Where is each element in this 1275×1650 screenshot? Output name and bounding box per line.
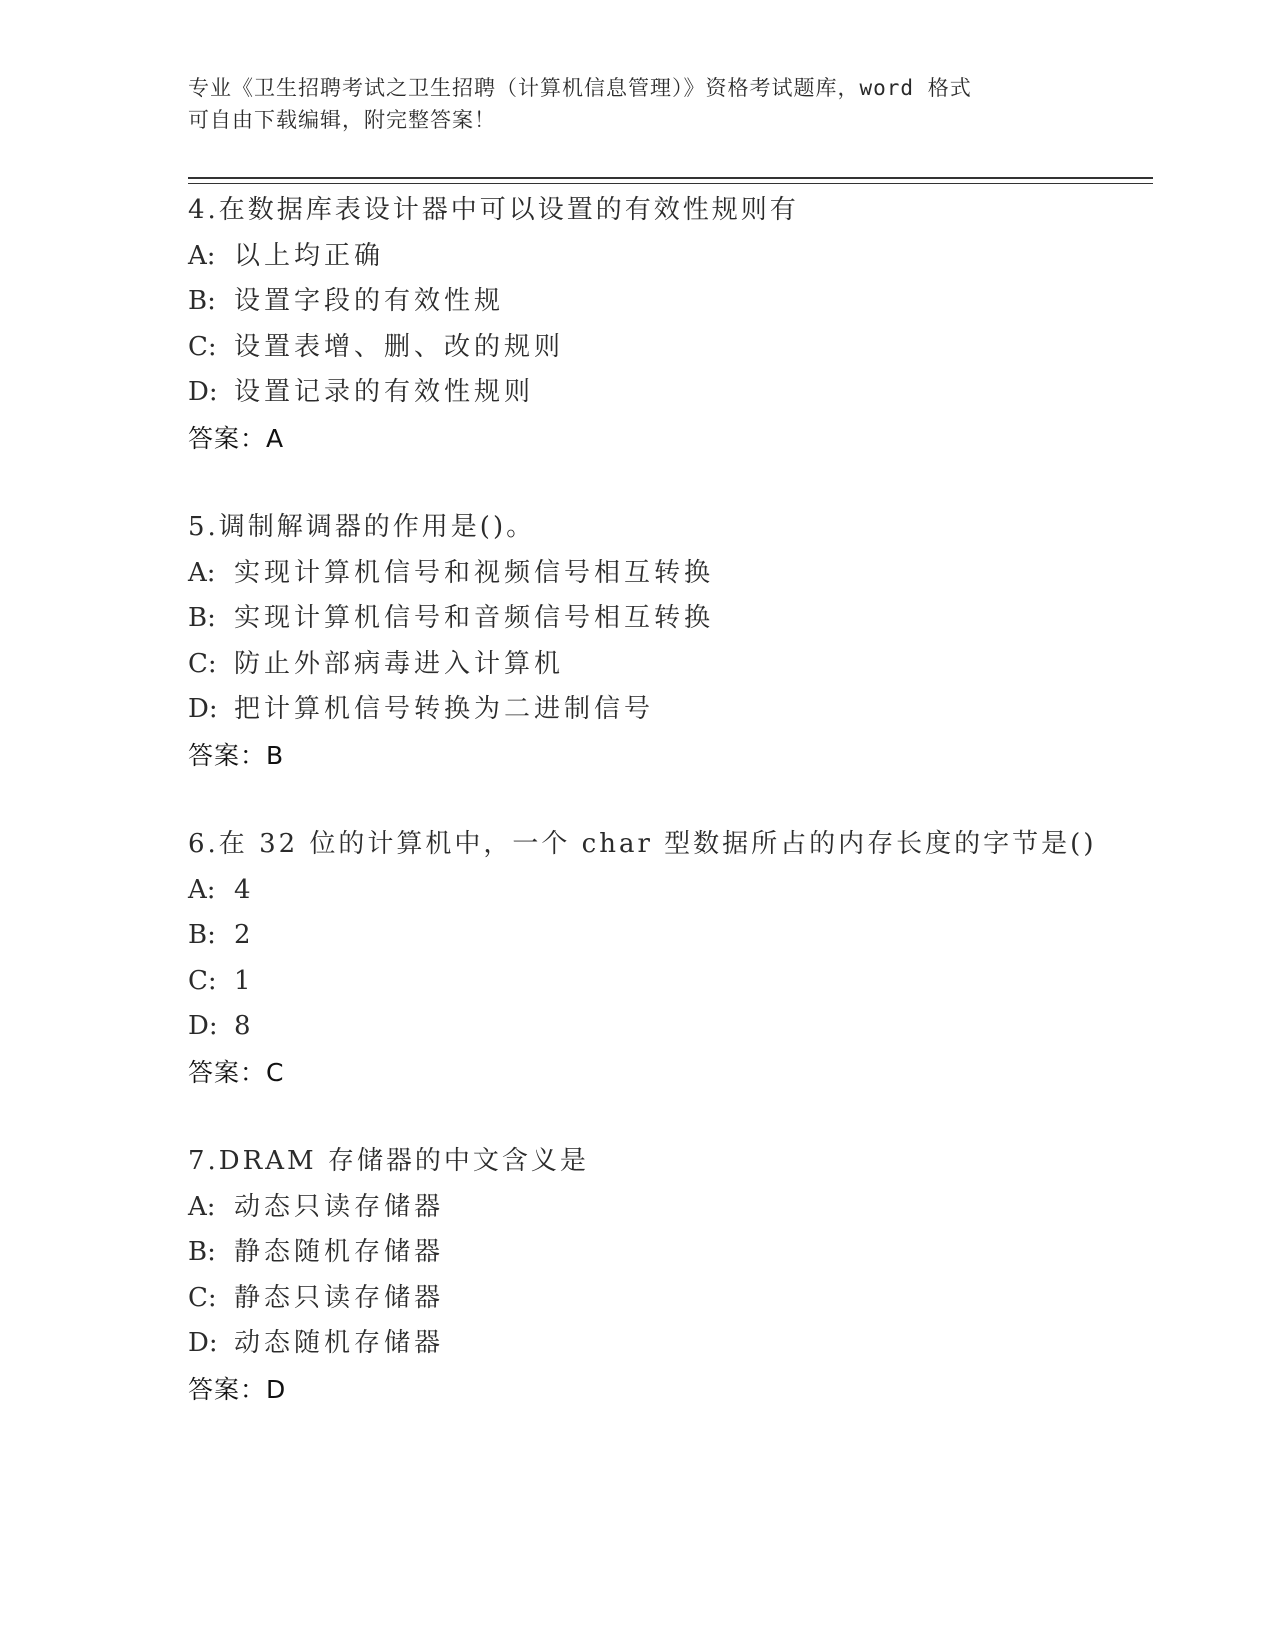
option-d — [188, 687, 1148, 733]
option-a — [188, 1185, 1148, 1231]
answer-line: 答案：D — [188, 1374, 287, 1404]
option-key: A: — [188, 240, 216, 271]
option-key: A: — [188, 557, 216, 588]
option-text: 动态只读存储器 — [234, 1191, 445, 1222]
option-key: C: — [188, 648, 217, 679]
option-b — [188, 596, 1148, 642]
option-key: D: — [188, 1328, 218, 1358]
option-key: B: — [188, 603, 216, 633]
option-text: 静态只读存储器 — [234, 1282, 445, 1313]
question-stem: 4.在数据库表设计器中可以设置的有效性规则有 — [188, 195, 799, 225]
question-list — [188, 188, 1148, 1456]
header-line-2: 可自由下载编辑，附完整答案！ — [188, 108, 496, 132]
question-stem: 7.DRAM 存储器的中文含义是 — [188, 1146, 589, 1176]
header-line-1: 专业《卫生招聘考试之卫生招聘（计算机信息管理）》资格考试题库，word 格式 — [188, 76, 972, 100]
option-text: 防止外部病毒进入计算机 — [234, 648, 565, 679]
option-b — [188, 913, 1148, 959]
question-stem: 6.在 32 位的计算机中，一个 char 型数据所占的内存长度的字节是() — [188, 829, 1097, 859]
option-text: 以上均正确 — [234, 240, 385, 271]
option-text: 设置字段的有效性规 — [234, 286, 505, 316]
option-key: B: — [188, 920, 216, 950]
option-key: D: — [188, 1011, 218, 1041]
option-key: B: — [188, 286, 216, 316]
option-text: 8 — [234, 1011, 255, 1041]
option-text: 4 — [234, 874, 255, 905]
option-c — [188, 959, 1148, 1005]
header-divider-thin — [188, 183, 1153, 184]
header-divider-thick — [188, 177, 1153, 179]
answer-line: 答案：B — [188, 740, 285, 770]
option-d — [188, 370, 1148, 416]
option-text: 1 — [234, 965, 255, 996]
answer-line: 答案：A — [188, 423, 285, 453]
option-text: 2 — [234, 920, 255, 950]
option-b — [188, 1230, 1148, 1276]
option-a — [188, 234, 1148, 280]
option-text: 设置记录的有效性规则 — [234, 377, 535, 407]
option-c — [188, 325, 1148, 371]
option-a — [188, 551, 1148, 597]
option-key: A: — [188, 1191, 216, 1222]
option-text: 动态随机存储器 — [234, 1328, 445, 1358]
option-text: 设置表增、删、改的规则 — [234, 331, 565, 362]
option-text: 把计算机信号转换为二进制信号 — [234, 694, 655, 724]
answer-line: 答案：C — [188, 1057, 285, 1087]
option-key: D: — [188, 694, 218, 724]
question-stem: 5.调制解调器的作用是()。 — [188, 512, 536, 542]
option-key: B: — [188, 1237, 216, 1267]
question-block — [188, 822, 1148, 1095]
question-block — [188, 1139, 1148, 1412]
option-key: C: — [188, 331, 217, 362]
option-text: 实现计算机信号和视频信号相互转换 — [234, 557, 715, 588]
question-block — [188, 505, 1148, 778]
option-d — [188, 1004, 1148, 1050]
option-key: C: — [188, 965, 217, 996]
option-b — [188, 279, 1148, 325]
option-text: 实现计算机信号和音频信号相互转换 — [234, 603, 715, 633]
option-key: C: — [188, 1282, 217, 1313]
option-c — [188, 642, 1148, 688]
question-block — [188, 188, 1148, 461]
option-key: D: — [188, 377, 218, 407]
option-key: A: — [188, 874, 216, 905]
option-d — [188, 1321, 1148, 1367]
option-c — [188, 1276, 1148, 1322]
option-text: 静态随机存储器 — [234, 1237, 445, 1267]
option-a — [188, 868, 1148, 914]
document-header — [188, 72, 1088, 136]
